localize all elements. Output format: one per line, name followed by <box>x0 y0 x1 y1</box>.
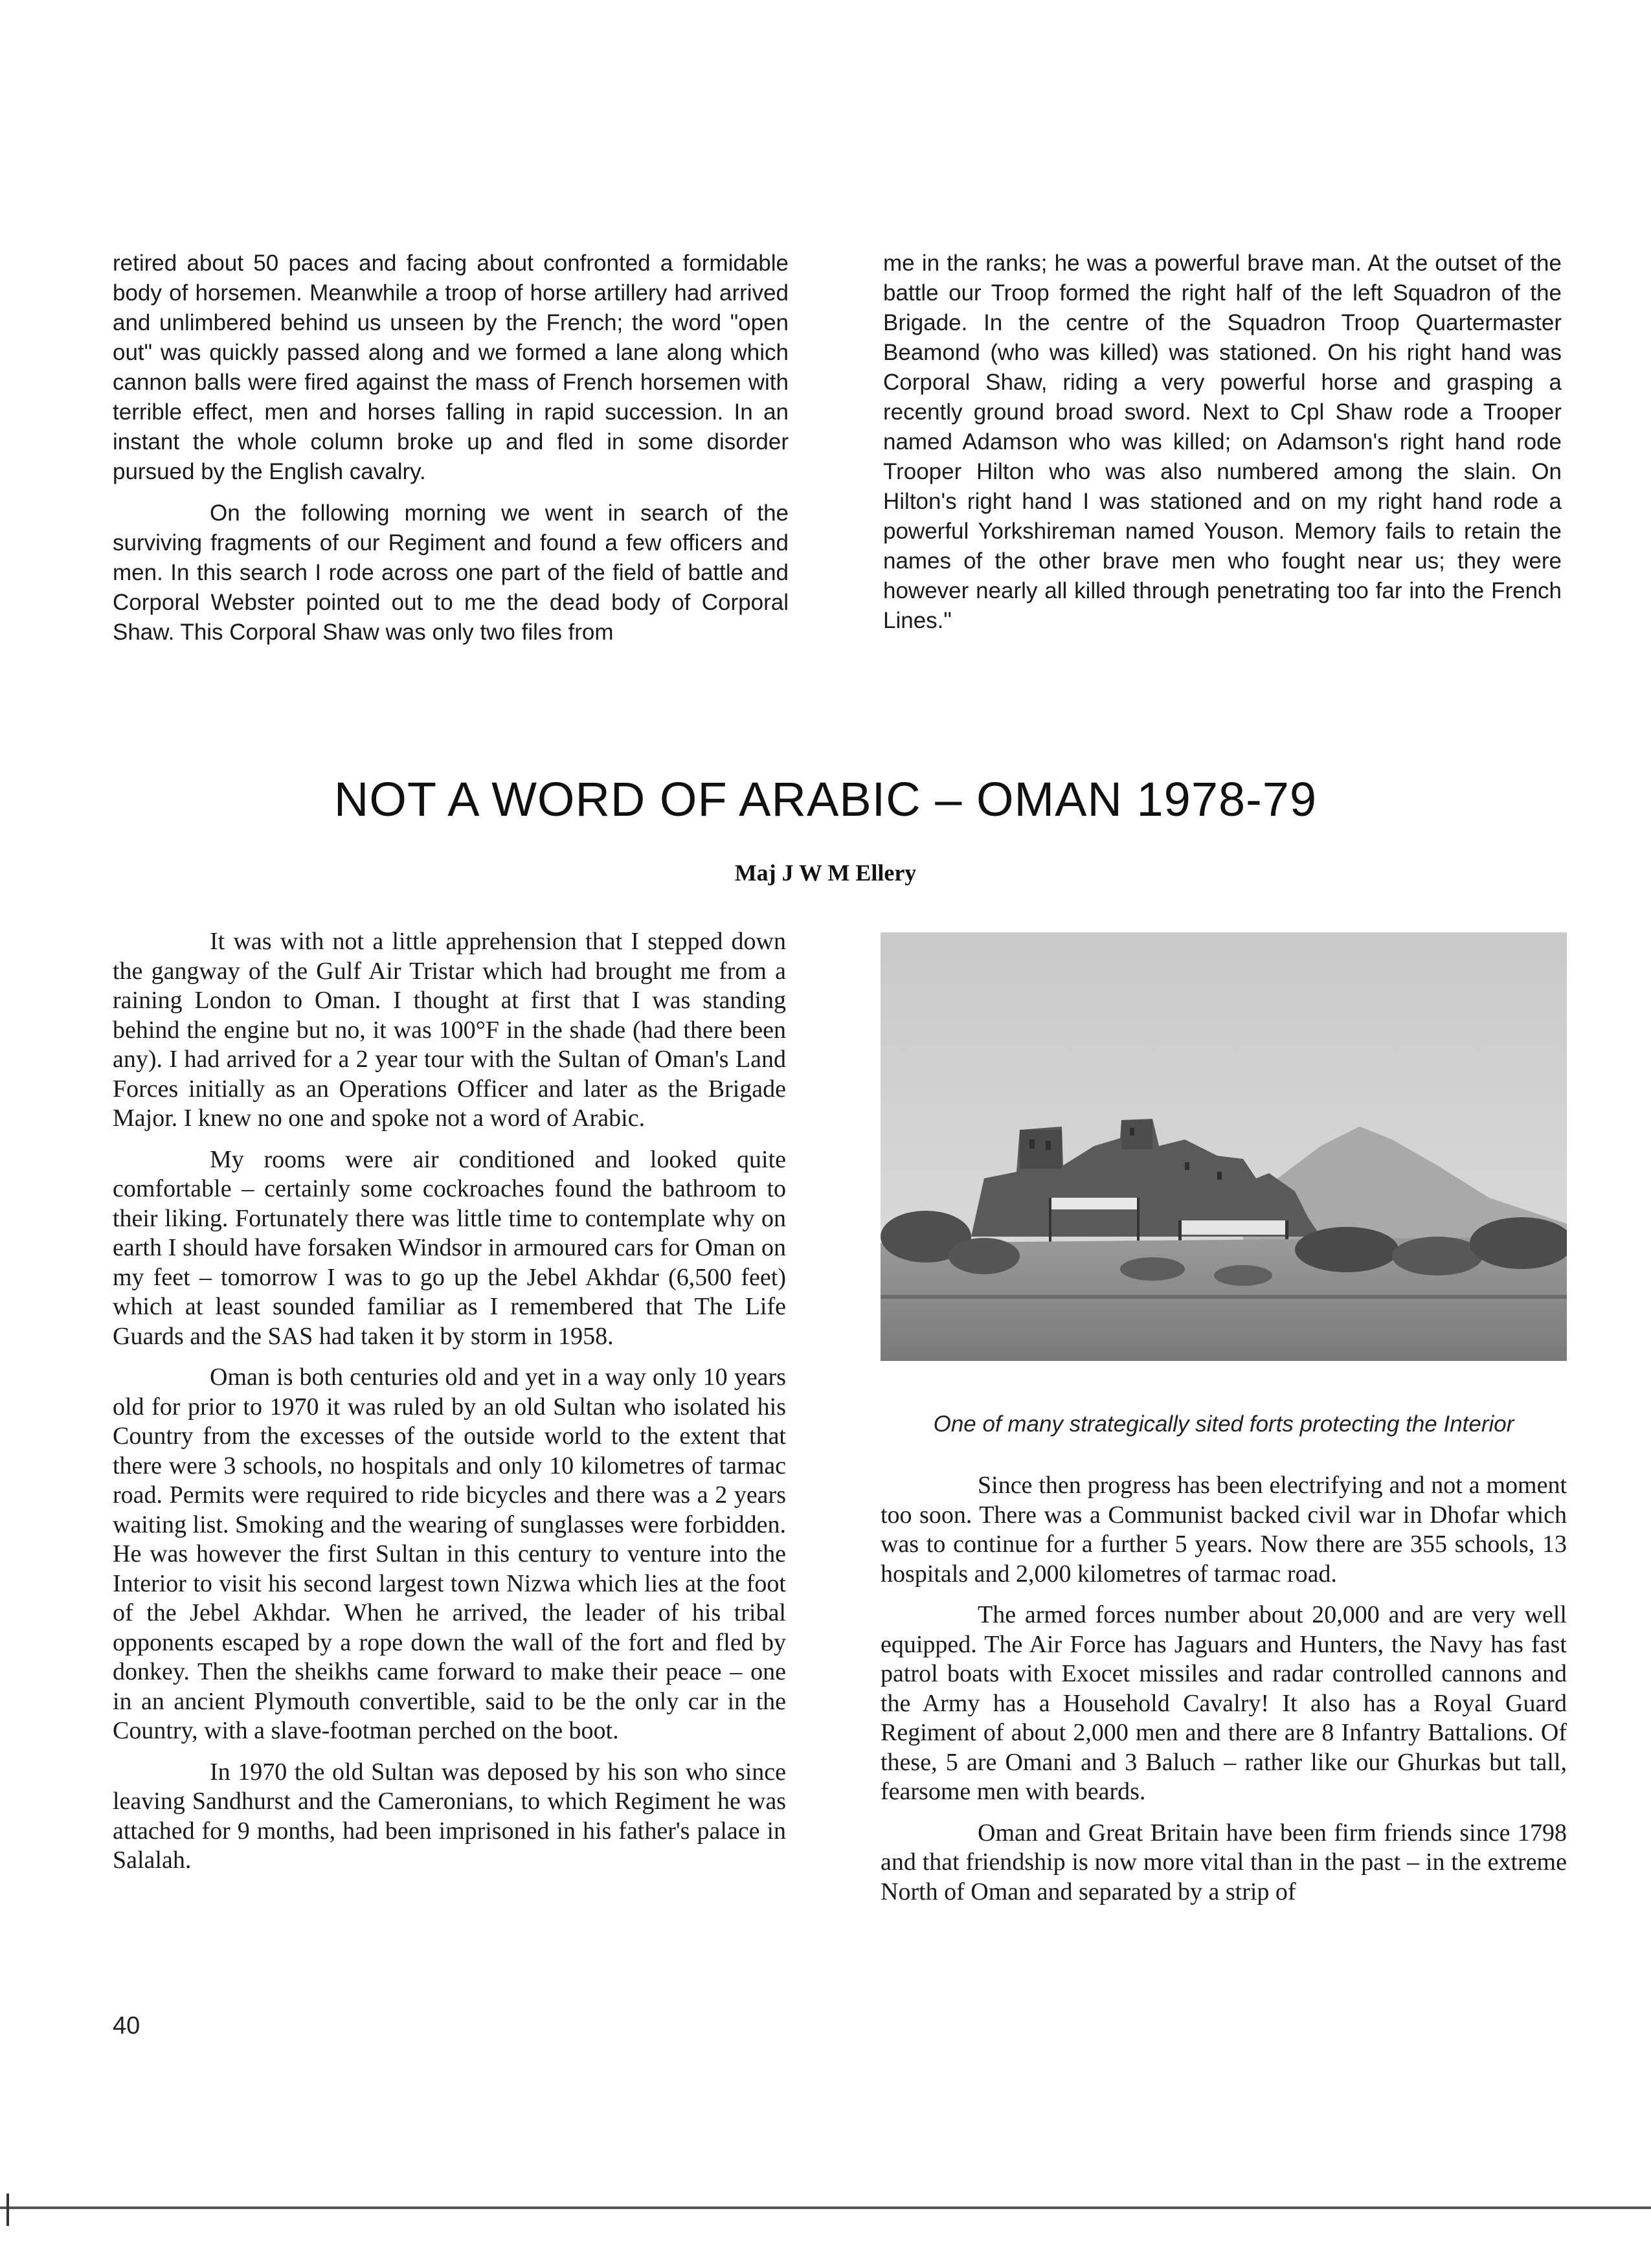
article-paragraph: In 1970 the old Sultan was deposed by his son who since leaving Sandhurst and the Cameronians, to which Regiment he was attached for 9 months, had been imprisoned in his father's palace in Salalah. <box>113 1758 786 1874</box>
article-paragraph: It was with not a little apprehension that I stepped down the gangway of the Gulf Air Tristar which had brought me from a raining London to Oman. I thought at first that I was standing behind the engine but no, it was 100°F in the shade (had there been any). I had arrived for a 2 year tour with the Sultan of Oman's Land Forces initially as an Operations Officer and later as the Brigade Major. I knew no one and spoke not a word of Arabic. <box>113 928 786 1132</box>
article-left-column <box>113 927 786 1876</box>
continued-paragraph: On the following morning we went in search of the surviving fragments of our Regiment and found a few officers and men. In this search I rode across one part of the field of battle and Corporal Webster pointed out to me the dead body of Corporal Shaw. This Corporal Shaw was only two files from <box>113 500 789 645</box>
continued-paragraph: retired about 50 paces and facing about confronted a formidable body of horsemen. Meanwhile a troop of horse artillery had arrived and unlimbered behind us unseen by the French; the word "open out" was quickly passed along and we formed a lane along which cannon balls were fired against the mass of French horsemen with terrible effect, men and horses falling in rapid succession. In an instant the whole column broke up and fled in some disorder pursued by the English cavalry. <box>113 251 789 484</box>
scan-edge-mark <box>6 2194 9 2226</box>
article-paragraph: Oman and Great Britain have been firm friends since 1798 and that friendship is now more vital than in the past – in the extreme North of Oman and separated by a strip of <box>881 1819 1567 1905</box>
page-number: 40 <box>113 2012 140 2039</box>
article-right-column <box>881 1471 1567 1907</box>
article-paragraph: My rooms were air conditioned and looked quite comfortable – certainly some cockroaches found the bathroom to their liking. Fortunately there was little time to contemplate why on earth I should have forsaken Windsor in armoured cars for Oman on my feet – tomorrow I was to go up the Jebel Akhdar (6,500 feet) which at least sounded familiar as I remembered that The Life Guards and the SAS had taken it by storm in 1958. <box>113 1145 786 1350</box>
article-paragraph: Oman is both centuries old and yet in a way only 10 years old for prior to 1970 it was ruled by an old Sultan who isolated his Country from the excesses of the outside world to the extent that there were 3 schools, no hospitals and only 10 kilometres of tarmac road. Permits were required to ride bicycles and there was a 2 years waiting list. Smoking and the wearing of sunglasses were forbidden. He was however the first Sultan in this century to venture into the Interior to visit his second largest town Nizwa which lies at the foot of the Jebel Akhdar. When he arrived, the leader of his tribal opponents escaped by a rope down the wall of the fort and fled by donkey. Then the sheikhs came forward to make their peace – one in an ancient Plymouth convertible, said to be the only car in the Country, with a slave-footman perched on the boot. <box>113 1364 786 1744</box>
article-title: NOT A WORD OF ARABIC – OMAN 1978-79 <box>333 772 1318 826</box>
photo-caption: One of many strategically sited forts protecting the Interior <box>933 1411 1514 1437</box>
article-paragraph: The armed forces number about 20,000 and are very well equipped. The Air Force has Jaguars and Hunters, the Navy has fast patrol boats with Exocet missiles and radar controlled cannons and the Army has a Household Cavalry! It also has a Royal Guard Regiment of about 2,000 men and there are 8 Infantry Battalions. Of these, 5 are Omani and 3 Baluch – rather like our Ghurkas but tall, fearsome men with beards. <box>881 1601 1567 1805</box>
article-paragraph: Since then progress has been electrifying and not a moment too soon. There was a Communist backed civil war in Dhofar which was to continue for a further 5 years. Now there are 355 schools, 13 hospitals and 2,000 kilometres of tarmac road. <box>881 1472 1567 1588</box>
continued-text-right-column <box>883 249 1562 636</box>
continued-text-left-column <box>113 249 789 647</box>
article-author: Maj J W M Ellery <box>734 860 917 886</box>
fort-photograph <box>881 932 1567 1361</box>
bottom-rule <box>0 2206 1651 2209</box>
continued-paragraph: me in the ranks; he was a powerful brave man. At the outset of the battle our Troop formed the right half of the left Squadron of the Brigade. In the centre of the Squadron Troop Quartermaster Beamond (who was killed) was stationed. On his right hand was Corporal Shaw, riding a very powerful horse and grasping a recently ground broad sword. Next to Cpl Shaw rode a Trooper named Adamson who was killed; on Adamson's right hand rode Trooper Hilton who was also numbered among the slain. On Hilton's right hand I was stationed and on my right hand rode a powerful Yorkshireman named Youson. Memory fails to retain the names of the other brave men who fought near us; they were however nearly all killed through penetrating too far into the French Lines." <box>883 251 1562 633</box>
